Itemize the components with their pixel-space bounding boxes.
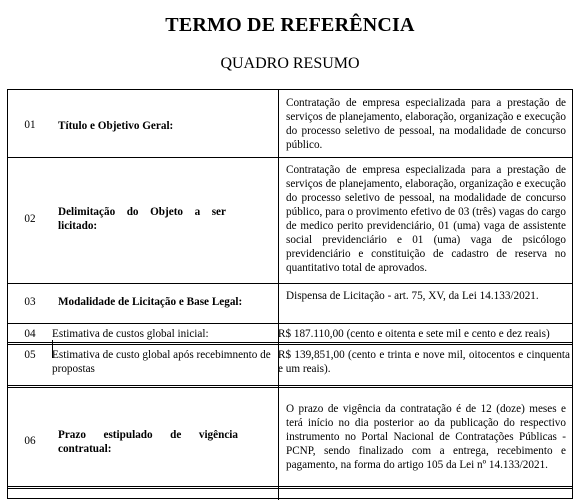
row-divider	[8, 283, 572, 284]
document-subtitle: QUADRO RESUMO	[220, 55, 360, 72]
row-divider	[8, 342, 572, 345]
row-label: Modalidade de Licitação e Base Legal:	[58, 296, 243, 308]
row-divider	[8, 486, 572, 489]
row-label: Prazo estipulado de vigência contratual:	[58, 429, 238, 455]
row-divider	[8, 157, 572, 158]
row-divider	[8, 385, 572, 388]
row-number: 02	[24, 213, 36, 225]
row-description: Dispensa de Licitação - art. 75, XV, da Lei 14.133/2021.	[286, 290, 539, 302]
column-divider	[278, 358, 279, 500]
row-number: 03	[24, 296, 36, 308]
row-number: 05	[24, 349, 36, 361]
row-number: 06	[24, 435, 36, 447]
row-description: R$ 139,851,00 (cento e trinta e nove mil, oitocentos e cinquenta e um reais).	[278, 349, 570, 375]
row-description: Contratação de empresa especializada para a prestação de serviços de planejamento, elaboração, organização e execução do processo seletivo de pessoal, na modalidade de concurso público.	[286, 97, 566, 151]
row-description: R$ 187.110,00 (cento e oitenta e sete mil e cento e dez reais)	[278, 328, 550, 340]
document-title: TERMO DE REFERÊNCIA	[165, 14, 415, 36]
row-label: Delimitação do Objeto a ser licitado:	[58, 206, 226, 232]
row-label: Estimativa de custo global após recebimnento de propostas	[52, 349, 271, 375]
row-number: 01	[24, 119, 36, 131]
row-divider	[8, 323, 572, 324]
row-description: O prazo de vigência da contratação é de 12 (doze) meses e terá início no dia posterior ao da publicação do respectivo instrumento no Portal Nacional de Contratações Públicas - PCNP, sendo finalizado com a entrega, recebimento e pagamento, na forma do artigo 105 da Lei nº 14.133/2021.	[286, 403, 566, 471]
row-label: Estimativa de custos global inicial:	[52, 328, 209, 340]
row-label: Título e Objetivo Geral:	[58, 120, 174, 132]
column-divider	[278, 90, 279, 340]
summary-table	[7, 89, 573, 499]
row-number: 04	[24, 328, 36, 340]
row-description: Contratação de empresa especializada para a prestação de serviços de planejamento, elaboração, organização e execução do processo seletivo de pessoal, na modalidade de concurso público, para o provimento efetivo de 03 (três) vagas do cargo de medico perito previdenciário, 01 (uma) vaga de assistente social previdenciário e 01 (uma) vaga de psicólogo previdenciário e constituição de cadastro de reserva no quantitativo total de aprovados.	[286, 164, 566, 274]
